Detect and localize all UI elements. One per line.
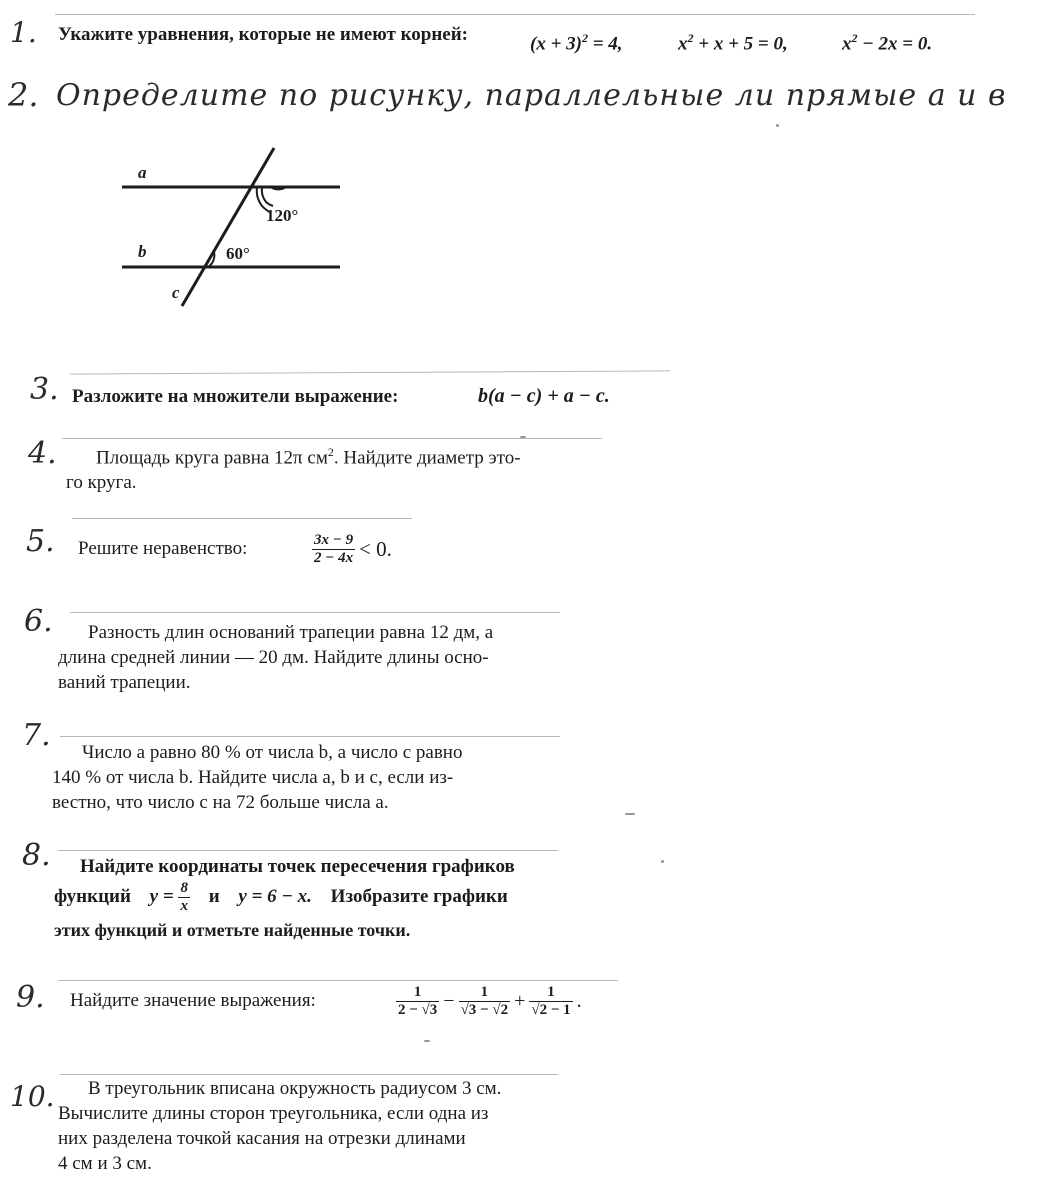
q8-number: 8. xyxy=(22,838,51,873)
q4-number: 4. xyxy=(28,436,57,471)
q5-inequality xyxy=(312,532,392,567)
label-c: c xyxy=(172,283,180,302)
q5-number: 5. xyxy=(26,524,55,559)
q7-text: Число a равно 80 % от числа b, а число c равно 140 % от числа b. Найдите числа a, b и c, если из- вестно, что число c на 72 больше числа a. xyxy=(52,742,463,813)
q9-text: Найдите значение выражения: xyxy=(70,990,316,1011)
q8-line-3: этих функций и отметьте найденные точки. xyxy=(54,920,411,940)
scan-speck xyxy=(520,436,526,438)
q4-text: Площадь круга равна 12π $см^2$. Найдите диаметр это- го круга. xyxy=(66,445,521,494)
q2-number: 2. xyxy=(8,76,39,114)
q7-number: 7. xyxy=(22,718,51,753)
q9-number: 9. xyxy=(16,980,45,1015)
q1-text: Укажите уравнения, которые не имеют корней: xyxy=(58,24,469,45)
q2-text: Определите по рисунку, параллельные ли прямые а и в xyxy=(56,78,1007,113)
q1-number: 1. xyxy=(10,16,37,49)
arc-120-inner xyxy=(262,187,273,206)
q10-number: 10. xyxy=(10,1080,55,1113)
q1-equation-3: $x^2 - 2x = 0$. xyxy=(842,31,933,55)
label-a: a xyxy=(138,163,147,182)
q5-fraction-numerator: 3x − 9 xyxy=(314,532,354,548)
q1-equation-1: $(x + 3)^2 = 4$, xyxy=(530,31,623,55)
q3-number: 3. xyxy=(30,372,59,407)
q5-inequality-end: < 0. xyxy=(359,537,392,561)
q6-text: Разность длин оснований трапеции равна 12 дм, а длина средней линии — 20 дм. Найдите длины осно- ваний трапеции. xyxy=(58,622,494,693)
q9-expression: $\frac{1}{2 - √3}$ − $\frac{1}{√3 - √2}$ + $\frac{1}{√2 - 1}$ . xyxy=(398,984,582,1018)
parallel-lines-figure xyxy=(110,140,360,315)
line-c xyxy=(182,148,274,306)
label-b: b xyxy=(138,242,147,261)
scan-speck xyxy=(661,860,664,863)
scan-speck xyxy=(776,124,779,127)
q10-text: В треугольник вписана окружность радиусом 3 см. Вычислите длины сторон треугольника, если одна из них разделена точкой касания на отрезки длинами 4 см и 3 см. xyxy=(58,1078,502,1174)
q8-line-2: функций y = $\frac{8}{x}$ и y = 6 − x. Изобразите графики xyxy=(54,880,508,914)
q3-text: Разложите на множители выражение: xyxy=(72,386,399,407)
q5-text: Решите неравенство: xyxy=(78,538,248,559)
angle-120-label: 120° xyxy=(266,206,299,225)
q5-fraction-denominator: 2 − 4x xyxy=(314,550,354,566)
q8-line-1: Найдите координаты точек пересечения графиков xyxy=(80,856,515,877)
q3-expression: b(a − c) + a − c. xyxy=(478,385,610,407)
q1-equation-2: $x^2 + x + 5 = 0$, xyxy=(678,31,788,55)
scan-speck xyxy=(424,1040,430,1042)
scan-speck xyxy=(625,813,635,815)
q6-number: 6. xyxy=(24,604,53,639)
angle-60-label: 60° xyxy=(226,244,250,263)
